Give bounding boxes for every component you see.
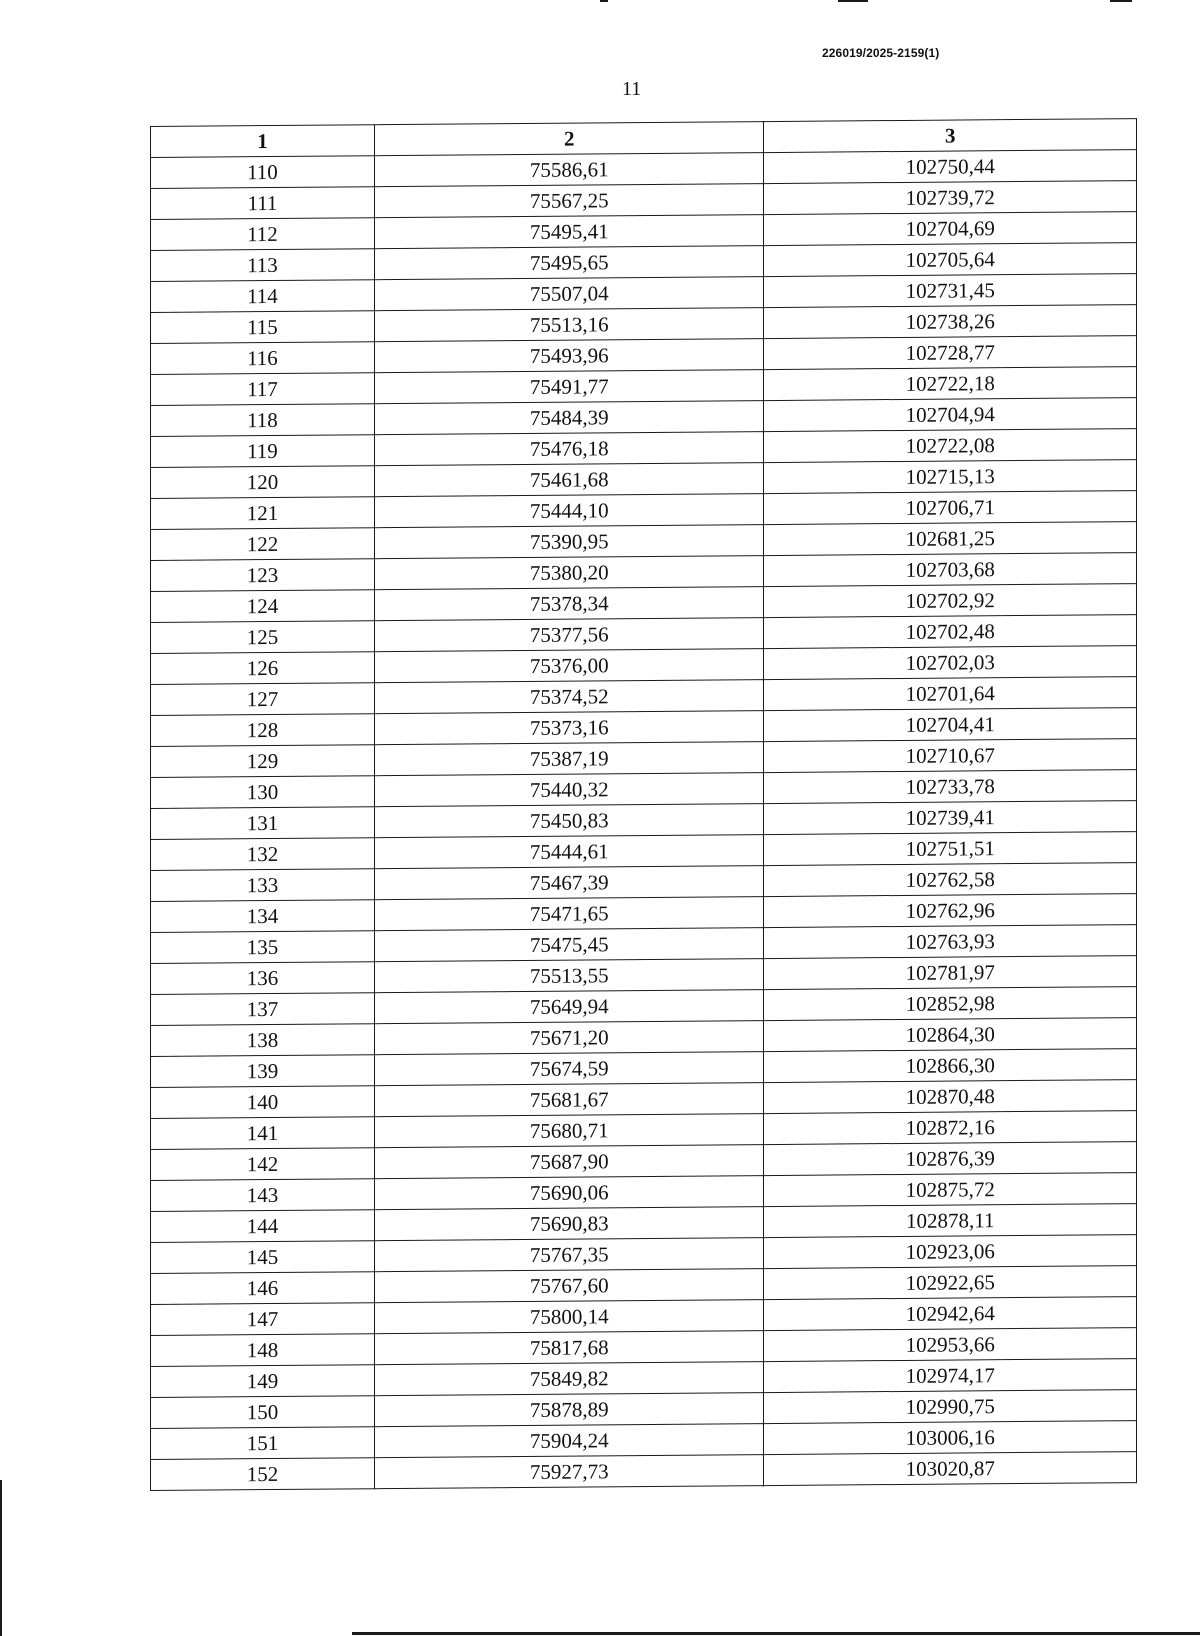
table-cell-col-3: 102878,11 [764,1204,1137,1238]
table-cell-col-2: 75800,14 [374,1300,764,1334]
table-cell-col-2: 75671,20 [374,1021,764,1055]
table-cell-col-2: 75767,60 [374,1269,764,1303]
table-cell-col-2: 75495,41 [374,215,764,249]
table-cell-col-3: 102781,97 [764,956,1137,990]
table-cell-col-1: 124 [151,590,375,623]
table-cell-col-1: 127 [151,683,375,716]
table-cell-col-2: 75467,39 [374,866,764,900]
table-cell-col-3: 102739,72 [764,181,1137,215]
table-cell-col-2: 75471,65 [374,897,764,931]
table-cell-col-2: 75507,04 [374,277,764,311]
table-cell-col-1: 122 [151,528,375,561]
table-cell-col-2: 75649,94 [374,990,764,1024]
table-cell-col-3: 103020,87 [764,1452,1137,1486]
table-cell-col-1: 132 [151,838,375,871]
table-cell-col-3: 102702,92 [764,584,1137,618]
bottom-edge-mark [352,1632,1200,1635]
table-cell-col-2: 75484,39 [374,401,764,435]
table-cell-col-1: 125 [151,621,375,654]
table-cell-col-1: 152 [151,1458,375,1491]
table-cell-col-3: 102751,51 [764,832,1137,866]
table-cell-col-3: 103006,16 [764,1421,1137,1455]
table-cell-col-2: 75387,19 [374,742,764,776]
table-cell-col-3: 102866,30 [764,1049,1137,1083]
table-cell-col-3: 102731,45 [764,274,1137,308]
table-cell-col-1: 137 [151,993,375,1026]
table-cell-col-3: 102990,75 [764,1390,1137,1424]
column-header-2: 2 [374,122,764,156]
table-cell-col-3: 102710,67 [764,739,1137,773]
table-cell-col-2: 75878,89 [374,1393,764,1427]
table-cell-col-1: 148 [151,1334,375,1367]
table-cell-col-1: 128 [151,714,375,747]
table-cell-col-3: 102701,64 [764,677,1137,711]
left-edge-mark [0,1480,2,1636]
table-cell-col-2: 75450,83 [374,804,764,838]
table-cell-col-3: 102762,96 [764,894,1137,928]
document-id: 226019/2025-2159(1) [822,46,940,60]
table-cell-col-1: 119 [151,435,375,468]
table-cell-col-3: 102763,93 [764,925,1137,959]
table-cell-col-1: 145 [151,1241,375,1274]
table-cell-col-1: 111 [151,187,375,220]
table-cell-col-2: 75377,56 [374,618,764,652]
table-cell-col-3: 102974,17 [764,1359,1137,1393]
table-cell-col-2: 75495,65 [374,246,764,280]
table-cell-col-1: 120 [151,466,375,499]
table-cell-col-3: 102702,03 [764,646,1137,680]
table-cell-col-1: 149 [151,1365,375,1398]
table-cell-col-3: 102922,65 [764,1266,1137,1300]
table-cell-col-3: 102942,64 [764,1297,1137,1331]
table-cell-col-1: 113 [151,249,375,282]
table-cell-col-2: 75461,68 [374,463,764,497]
table-cell-col-3: 102722,08 [764,429,1137,463]
table-cell-col-1: 144 [151,1210,375,1243]
table-cell-col-2: 75849,82 [374,1362,764,1396]
table-cell-col-2: 75444,61 [374,835,764,869]
table-cell-col-1: 131 [151,807,375,840]
table-cell-col-2: 75680,71 [374,1114,764,1148]
table-cell-col-1: 150 [151,1396,375,1429]
table-cell-col-2: 75380,20 [374,556,764,590]
table-cell-col-2: 75927,73 [374,1455,764,1489]
top-edge-mark [838,0,868,2]
table-cell-col-3: 102703,68 [764,553,1137,587]
table-cell-col-3: 102733,78 [764,770,1137,804]
table-cell-col-3: 102923,06 [764,1235,1137,1269]
table-cell-col-3: 102722,18 [764,367,1137,401]
table-cell-col-2: 75690,06 [374,1176,764,1210]
table-cell-col-1: 143 [151,1179,375,1212]
table-cell-col-2: 75374,52 [374,680,764,714]
table-cell-col-2: 75513,55 [374,959,764,993]
table-cell-col-1: 138 [151,1024,375,1057]
table-cell-col-1: 118 [151,404,375,437]
table-cell-col-2: 75586,61 [374,153,764,187]
top-edge-mark [1110,0,1132,2]
table-cell-col-2: 75476,18 [374,432,764,466]
table-cell-col-3: 102864,30 [764,1018,1137,1052]
table-cell-col-1: 139 [151,1055,375,1088]
table-cell-col-2: 75674,59 [374,1052,764,1086]
table-cell-col-2: 75390,95 [374,525,764,559]
table-cell-col-3: 102870,48 [764,1080,1137,1114]
table-cell-col-2: 75444,10 [374,494,764,528]
table-cell-col-1: 126 [151,652,375,685]
table-cell-col-1: 151 [151,1427,375,1460]
table-cell-col-2: 75378,34 [374,587,764,621]
table-cell-col-3: 102852,98 [764,987,1137,1021]
table-cell-col-3: 102704,69 [764,212,1137,246]
table-cell-col-2: 75687,90 [374,1145,764,1179]
table-cell-col-1: 117 [151,373,375,406]
table-cell-col-3: 102762,58 [764,863,1137,897]
table-cell-col-3: 102876,39 [764,1142,1137,1176]
page-number: 11 [622,78,642,100]
table-cell-col-1: 121 [151,497,375,530]
table-cell-col-3: 102872,16 [764,1111,1137,1145]
column-header-3: 3 [764,119,1137,153]
table-cell-col-1: 114 [151,280,375,313]
table-cell-col-2: 75491,77 [374,370,764,404]
table-cell-col-3: 102728,77 [764,336,1137,370]
table-cell-col-3: 102739,41 [764,801,1137,835]
table-cell-col-3: 102705,64 [764,243,1137,277]
table-cell-col-2: 75493,96 [374,339,764,373]
table-cell-col-2: 75440,32 [374,773,764,807]
table-cell-col-1: 129 [151,745,375,778]
table-cell-col-2: 75376,00 [374,649,764,683]
table-cell-col-2: 75681,67 [374,1083,764,1117]
table-cell-col-3: 102738,26 [764,305,1137,339]
table-cell-col-1: 141 [151,1117,375,1150]
table-cell-col-2: 75904,24 [374,1424,764,1458]
table-cell-col-2: 75767,35 [374,1238,764,1272]
table-cell-col-2: 75475,45 [374,928,764,962]
table-cell-col-1: 115 [151,311,375,344]
table-cell-col-1: 134 [151,900,375,933]
table-cell-col-1: 112 [151,218,375,251]
table-cell-col-1: 147 [151,1303,375,1336]
table-cell-col-1: 142 [151,1148,375,1181]
table-cell-col-3: 102750,44 [764,150,1137,184]
table-cell-col-1: 116 [151,342,375,375]
table-cell-col-3: 102706,71 [764,491,1137,525]
top-edge-mark [600,0,608,2]
table-cell-col-3: 102702,48 [764,615,1137,649]
table-row [151,1452,1137,1491]
table-cell-col-2: 75690,83 [374,1207,764,1241]
table-cell-col-2: 75373,16 [374,711,764,745]
table-cell-col-3: 102715,13 [764,460,1137,494]
table-cell-col-1: 133 [151,869,375,902]
table-cell-col-1: 135 [151,931,375,964]
table-cell-col-3: 102953,66 [764,1328,1137,1362]
table-cell-col-1: 140 [151,1086,375,1119]
table-cell-col-1: 136 [151,962,375,995]
coordinates-table [150,118,1137,1491]
table-cell-col-2: 75567,25 [374,184,764,218]
column-header-1: 1 [151,125,375,158]
table-cell-col-1: 123 [151,559,375,592]
table-cell-col-1: 130 [151,776,375,809]
table-cell-col-3: 102704,94 [764,398,1137,432]
table-cell-col-2: 75817,68 [374,1331,764,1365]
table-cell-col-3: 102704,41 [764,708,1137,742]
table-cell-col-1: 110 [151,156,375,189]
table-cell-col-1: 146 [151,1272,375,1305]
table-cell-col-2: 75513,16 [374,308,764,342]
table-cell-col-3: 102681,25 [764,522,1137,556]
table-cell-col-3: 102875,72 [764,1173,1137,1207]
